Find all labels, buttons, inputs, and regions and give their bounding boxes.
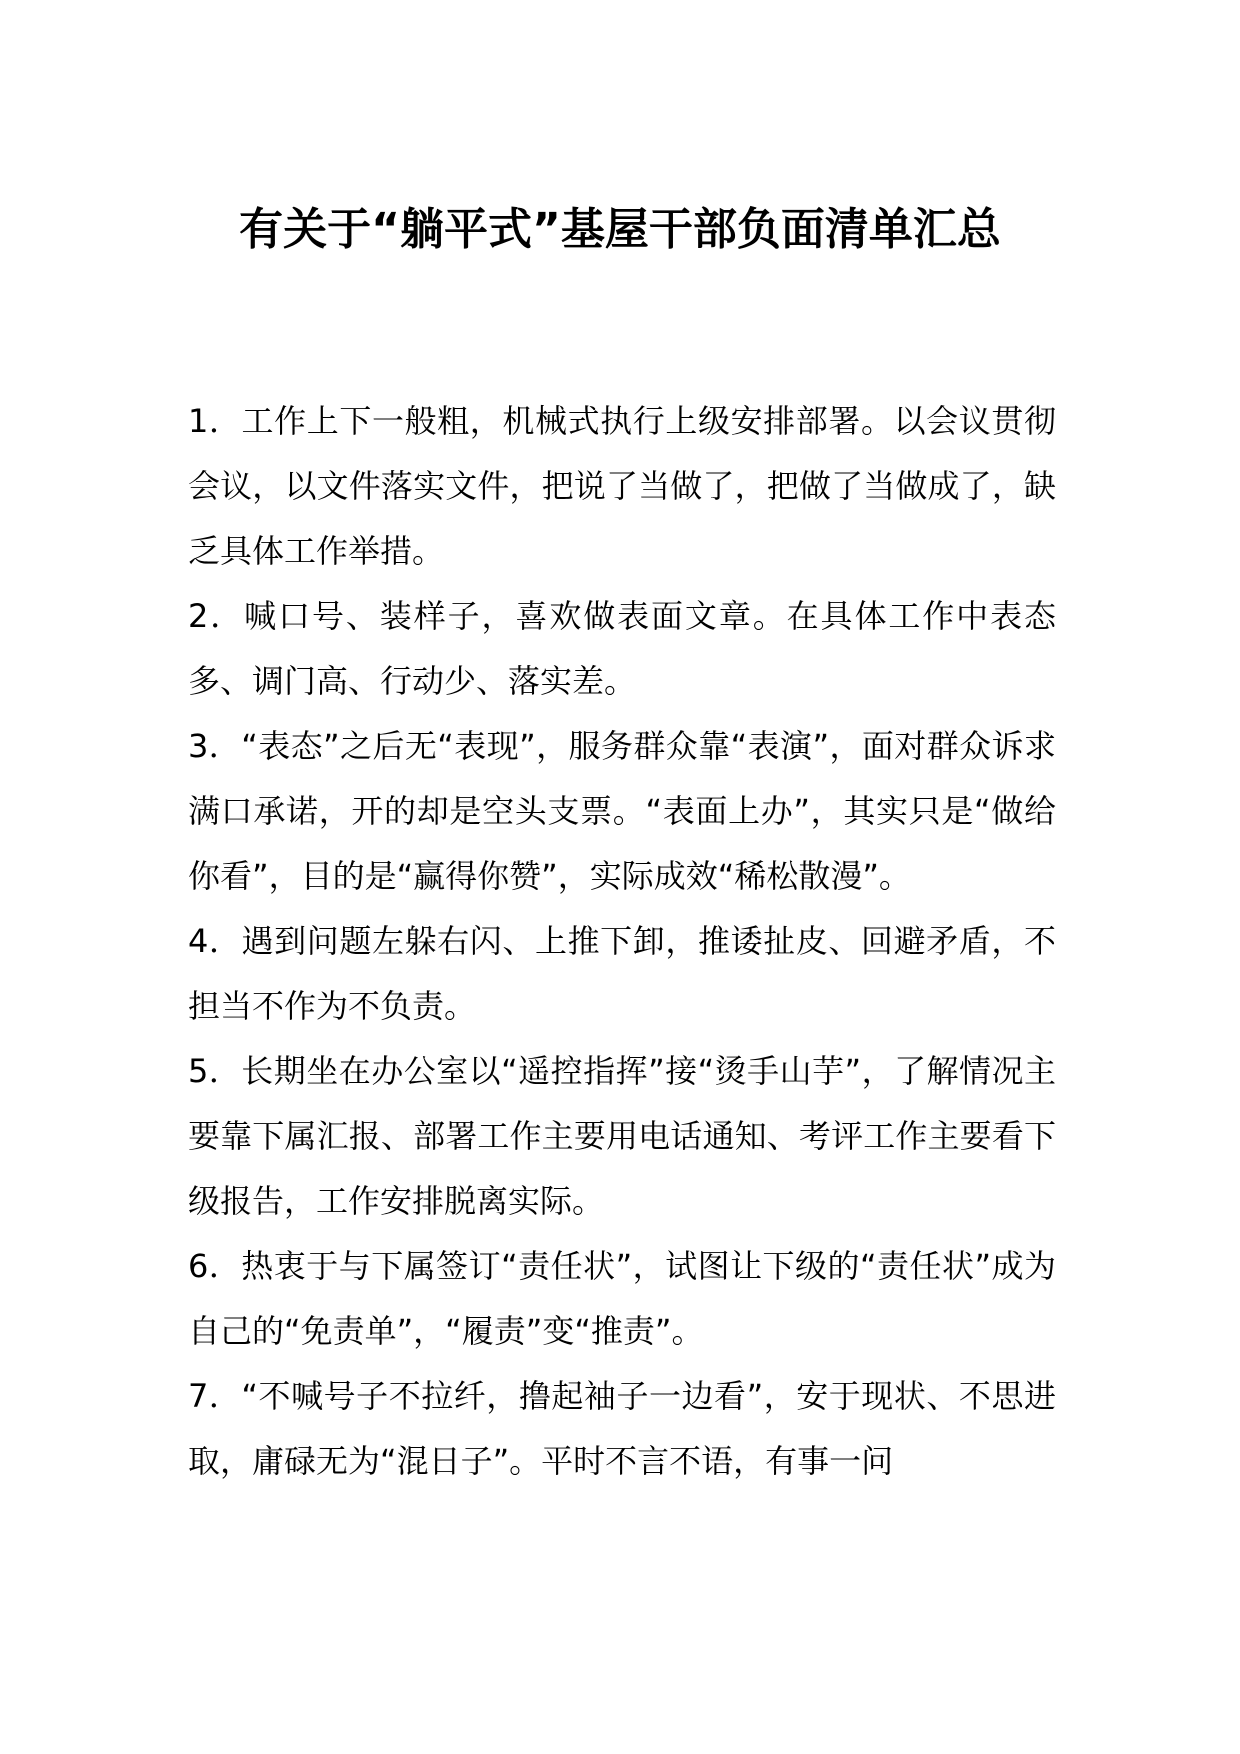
list-item-2: 2．喊口号、装样子，喜欢做表面文章。在具体工作中表态多、调门高、行动少、落实差。: [188, 597, 1056, 700]
list-item-4: 4．遇到问题左躲右闪、上推下卸，推诿扯皮、回避矛盾，不担当不作为不负责。: [188, 922, 1056, 1025]
list-item-6: 6．热衷于与下属签订“责任状”，试图让下级的“责任状”成为自己的“免责单”，“履责”变“推责”。: [188, 1247, 1056, 1350]
list-item-3: 3．“表态”之后无“表现”，服务群众靠“表演”，面对群众诉求满口承诺，开的却是空头支票。“表面上办”，其实只是“做给你看”，目的是“赢得你赞”，实际成效“稀松散漫”。: [188, 727, 1056, 895]
list-item-7: 7．“不喊号子不拉纤，撸起袖子一边看”，安于现状、不思进取，庸碌无为“混日子”。平时不言不语，有事一问: [188, 1377, 1056, 1480]
list-item-1: 1．工作上下一般粗，机械式执行上级安排部署。以会议贯彻会议，以文件落实文件，把说了当做了，把做了当做成了，缺乏具体工作举措。: [188, 402, 1056, 570]
document-body: [188, 389, 1056, 1494]
document-title: 有关于“躺平式”基屋干部负面清单汇总: [239, 204, 1001, 255]
list-item-5: 5．长期坐在办公室以“遥控指挥”接“烫手山芋”，了解情况主要靠下属汇报、部署工作主要用电话通知、考评工作主要看下级报告，工作安排脱离实际。: [188, 1052, 1056, 1220]
